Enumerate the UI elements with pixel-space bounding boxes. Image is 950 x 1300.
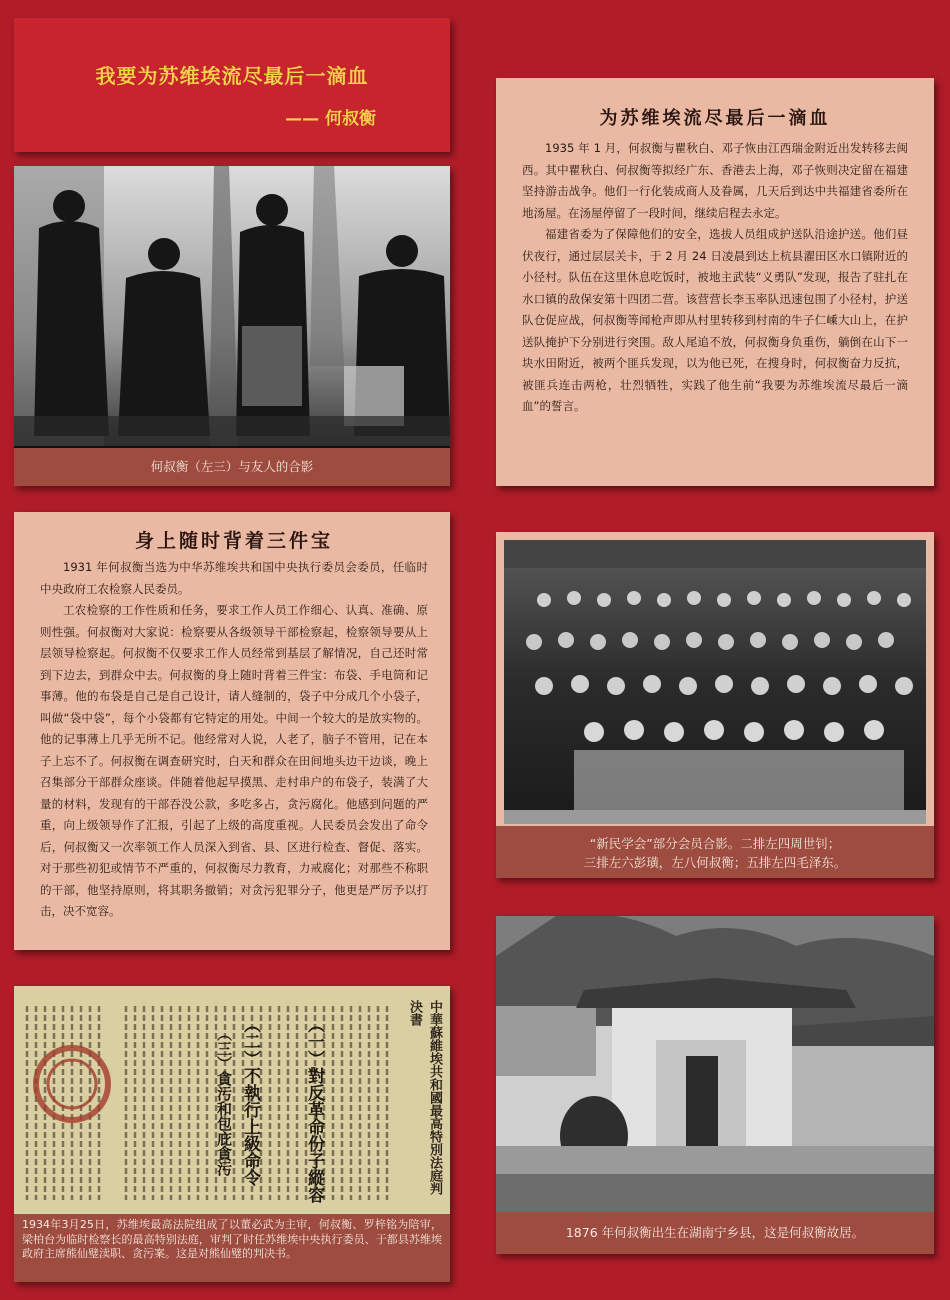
banner-headline: 我要为苏维埃流尽最后一滴血 <box>95 64 369 88</box>
doc-heading: 中華蘇維埃共和國最高特別法庭判決書 <box>407 1000 442 1195</box>
photo2-caption-line1: “新民学会”部分会员合影。二排左四周世钊； <box>589 836 841 851</box>
section2-paragraph-1: 1931 年何叔衡当选为中华苏维埃共和国中央执行委员会委员，任临时中央政府工农检察人民委员。 <box>40 560 428 596</box>
section1-title: 为苏维埃流尽最后一滴血 <box>599 108 831 129</box>
group-portrait-photo <box>14 166 450 446</box>
photo-card-former-residence <box>496 916 934 1254</box>
doc-subheading-1: （一）對反革命份子縱容 <box>304 1016 324 1203</box>
photo2-caption <box>496 826 934 878</box>
section1-paragraph-2: 福建省委为了保障他们的安全，选拔人员组成护送队沿途护送。他们昼伏夜行，通过层层关卡，于 2 月 24 日凌晨到达上杭县濯田区水口镇附近的小径村。队伍在这里休息吃饭时，被地主武装“义勇队”发现，报告了驻扎在水口镇的敌保安第十四团二营。该营营长李玉率队迅速包围了小径村，护送队仓促应战，何叔衡等闻枪声即从村里转移到村南的牛子仁嵊大山上，在护送队掩护下分别进行突围。敌人尾追不放，何叔衡身负重伤，躺倒在山下一块水田附近，被两个匪兵发现，以为他已死，在搜身时，何叔衡奋力反抗，被匪兵连击两枪，壮烈牺牲，实践了他生前“我要为苏维埃流尽最后一滴血”的誓言。 <box>522 227 908 413</box>
photo1-caption: 何叔衡（左三）与友人的合影 <box>14 448 450 486</box>
xinmin-society-group-photo <box>504 540 926 824</box>
title-banner <box>14 18 450 152</box>
doc-subheading-3: （三）貪污和包庇貪污 <box>215 1026 233 1176</box>
photo2-caption-line2: 三排左六彭璜，左八何叔衡；五排左四毛泽东。 <box>583 855 847 870</box>
article-card-three-treasures <box>14 512 450 950</box>
banner-author: —— 何叔衡 <box>285 109 376 129</box>
photo-card-verdict-document <box>14 986 450 1282</box>
photo4-caption: 1934年3月25日，苏维埃最高法院组成了以董必武为主审，何叔衡、罗梓铭为陪审，梁柏台为临时检察长的最高特别法庭，审判了时任苏维埃中央执行委员、于都县苏维埃政府主席熊仙璧渎职、贪污案。这是对熊仙璧的判决书。 <box>22 1218 442 1260</box>
photo-card-group-portrait <box>14 166 450 486</box>
former-residence-photo <box>496 916 934 1212</box>
article-card-last-drop <box>496 78 934 486</box>
section2-paragraph-2: 工农检察的工作性质和任务，要求工作人员工作细心、认真、准确、原则性强。何叔衡对大家说：检察要从各级领导干部检察起，检察领导要从上层领导检察起。何叔衡不仅要求工作人员经常到基层了解情况，自己还时常到下边去，到群众中去。何叔衡的身上随时背着三件宝：布袋、手电筒和记事薄。他的布袋是自己是自己设计，请人缝制的，袋子中分成几个小袋子，叫做“袋中袋”，每个小袋都有它特定的用处。中间一个较大的是放实物的。他的记事薄上几乎无所不记。他经常对人说，人老了，脑子不管用，记在本子上忘不了。何叔衡在调查研究时，白天和群众在田间地头边干边谈，晚上召集部分干部群众座谈。伴随着他起早摸黑、走村串户的布袋子，装满了大量的材料，发现有的干部吞没公款，多吃多占，贪污腐化。他感到问题的严重，向上级领导作了汇报，引起了上级的高度重视。人民委员会发出了命令后，何叔衡又一次率领工作人员深入到省、县、区进行检查、督促、落实。对于那些初犯或情节不严重的，何叔衡尽力教育，力戒腐化；对那些不称职的干部，他坚持原则，将其职务撤销；对贪污犯罪分子，他更是严厉予以打击，决不宽容。 <box>40 603 428 918</box>
photo3-caption: 1876 年何叔衡出生在湖南宁乡县，这是何叔衡故居。 <box>496 1212 934 1254</box>
photo-card-xinmin-society <box>496 532 934 878</box>
verdict-document-photo <box>14 986 450 1214</box>
section1-paragraph-1: 1935 年 1 月，何叔衡与瞿秋白、邓子恢由江西瑞金附近出发转移去闽西。其中瞿秋白、何叔衡等拟经广东、香港去上海，邓子恢则决定留在福建坚持游击战争。他们一行化装成商人及眷属，几天后到达中共福建省委所在地汤屋。在汤屋停留了一段时间，继续启程去永定。 <box>522 141 908 220</box>
doc-subheading-2: （二）不執行上級命令 <box>240 1016 260 1186</box>
section2-title: 身上随时背着三件宝 <box>134 530 333 552</box>
